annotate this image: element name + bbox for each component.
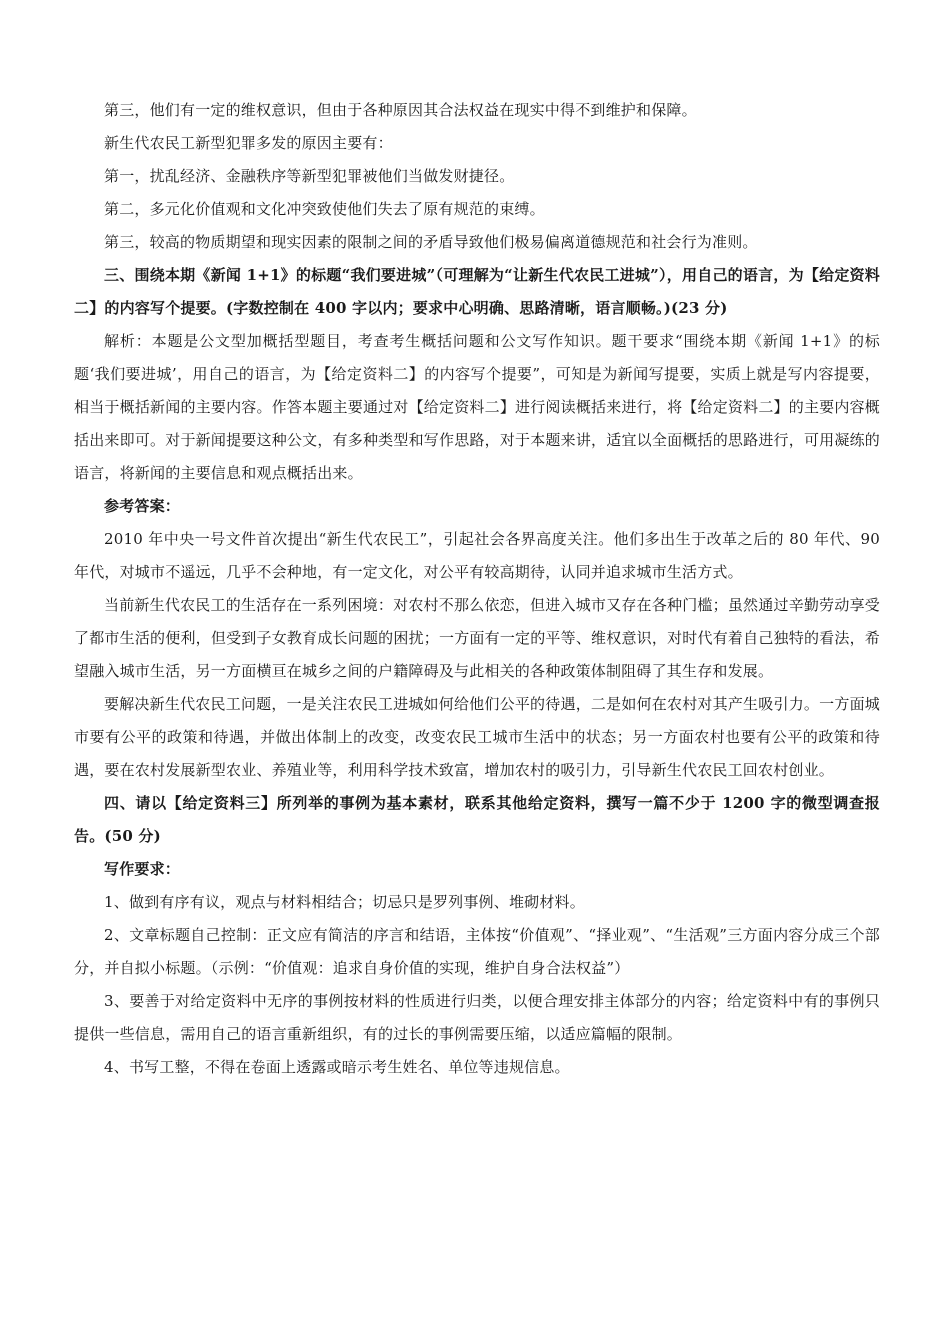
question-three-analysis: 解析：本题是公文型加概括型题目，考查考生概括问题和公文写作知识。题干要求“围绕本期《新闻 1+1》的标题‘我们要进城’，用自己的语言，为【给定资料二】的内容写个提要”，可知是为新闻写提要，实质上就是写内容提要，相当于概括新闻的主要内容。作答本题主要通过对【给定资料二】进行阅读概括来进行，将【给定资料二】的主要内容概括出来即可。对于新闻提要这种公文，有多种类型和写作思路，对于本题来讲，适宜以全面概括的思路进行，可用凝练的语言，将新闻的主要信息和观点概括出来。 [74,332,880,482]
requirement-3: 3、要善于对给定资料中无序的事例按材料的性质进行归类，以便合理安排主体部分的内容；给定资料中有的事例只提供一些信息，需用自己的语言重新组织，有的过长的事例需要压缩，以适应篇幅的限制。 [74,992,880,1043]
requirement-2: 2、文章标题自己控制：正文应有简洁的序言和结语，主体按“价值观”、“择业观”、“生活观”三方面内容分成三个部分，并自拟小标题。（示例：“价值观：追求自身价值的实现，维护自身合法权益”） [74,926,880,977]
question-three-heading: 三、围绕本期《新闻 1+1》的标题“我们要进城”（可理解为“让新生代农民工进城”），用自己的语言，为【给定资料二】的内容写个提要。(字数控制在 400 字以内；要求中心明确、思路清晰，语言顺畅。)(23 分) [74,266,880,317]
question-four-heading: 四、请以【给定资料三】所列举的事例为基本素材，联系其他给定资料，撰写一篇不少于 1200 字的微型调查报告。(50 分) [74,794,880,845]
document-page [74,94,880,1084]
writing-requirements-heading: 写作要求： [104,860,181,878]
requirement-4: 4、书写工整，不得在卷面上透露或暗示考生姓名、单位等违规信息。 [104,1058,570,1076]
answer-paragraph-1: 2010 年中央一号文件首次提出“新生代农民工”，引起社会各界高度关注。他们多出生于改革之后的 80 年代、90 年代，对城市不遥远，几乎不会种地，有一定文化，对公平有较高期待，认同并追求城市生活方式。 [74,530,880,581]
paragraph-crime-third: 第三，较高的物质期望和现实因素的限制之间的矛盾导致他们极易偏离道德规范和社会行为准则。 [104,233,758,251]
answer-paragraph-3: 要解决新生代农民工问题，一是关注农民工进城如何给他们公平的待遇，二是如何在农村对其产生吸引力。一方面城市要有公平的政策和待遇，并做出体制上的改变，改变农民工城市生活中的状态；另一方面农村也要有公平的政策和待遇，要在农村发展新型农业、养殖业等，利用科学技术致富，增加农村的吸引力，引导新生代农民工回农村创业。 [74,695,880,779]
paragraph-crime-causes-intro: 新生代农民工新型犯罪多发的原因主要有： [104,134,393,152]
reference-answer-heading: 参考答案： [104,497,181,515]
paragraph-crime-first: 第一，扰乱经济、金融秩序等新型犯罪被他们当做发财捷径。 [104,167,515,185]
answer-paragraph-2: 当前新生代农民工的生活存在一系列困境：对农村不那么依恋，但进入城市又存在各种门槛；虽然通过辛勤劳动享受了都市生活的便利，但受到子女教育成长问题的困扰；一方面有一定的平等、维权意识，对时代有着自己独特的看法，希望融入城市生活，另一方面横亘在城乡之间的户籍障碍及与此相关的各种政策体制阻碍了其生存和发展。 [74,596,880,680]
paragraph-crime-second: 第二，多元化价值观和文化冲突致使他们失去了原有规范的束缚。 [104,200,545,218]
paragraph-rights-third: 第三，他们有一定的维权意识，但由于各种原因其合法权益在现实中得不到维护和保障。 [104,101,697,119]
requirement-1: 1、做到有序有议，观点与材料相结合；切忌只是罗列事例、堆砌材料。 [104,893,585,911]
